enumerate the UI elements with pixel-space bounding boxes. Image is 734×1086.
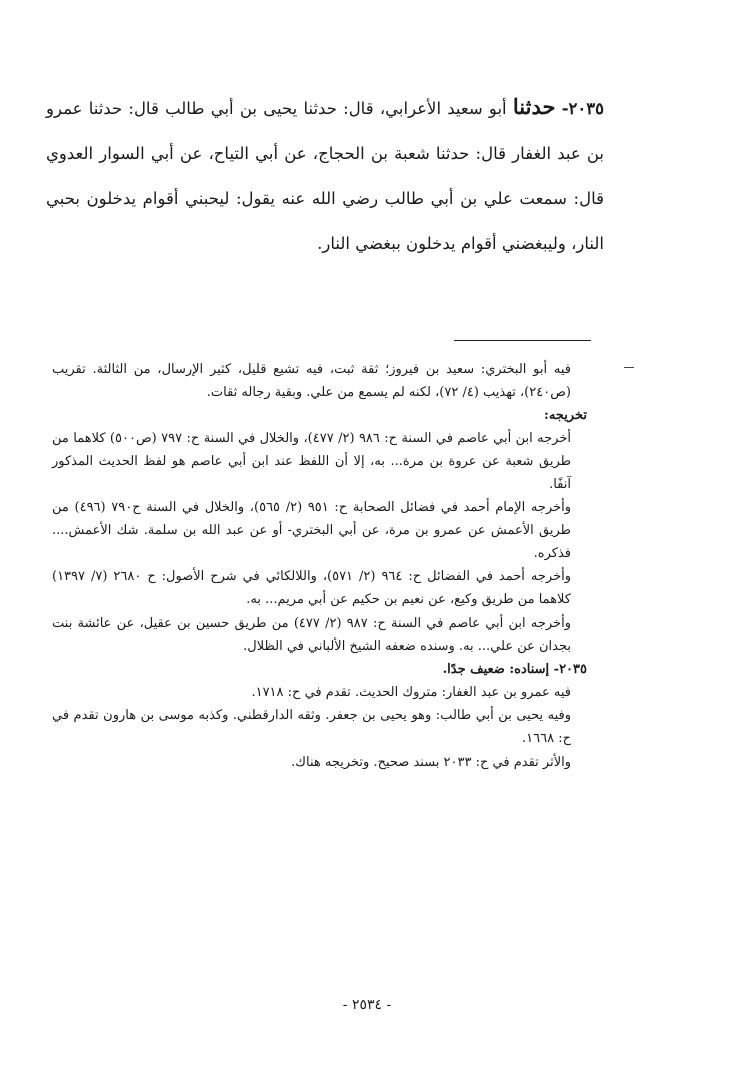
footnote-separator (454, 340, 591, 341)
page-number: - ٢٥٣٤ - (342, 997, 392, 1013)
margin-mark (624, 367, 634, 368)
narration-number: ٢٠٣٥- (561, 99, 604, 118)
footnotes (52, 358, 587, 774)
footnote-intro: فيه أبو البختري: سعيد بن فيروز؛ ثقة ثبت، فيه تشيع قليل، كثير الإرسال، من الثالثة. تقريب (ص٢٤٠)، تهذيب (٤/ ٧٢)، لكنه لم يسمع من علي. وبقية رجاله ثقات. (52, 362, 571, 400)
takhrij-heading: تخريجه: (544, 408, 587, 423)
isnad-paragraph: فيه عمرو بن عبد الغفار: متروك الحديث. تقدم في ح: ١٧١٨. (251, 685, 571, 700)
takhrij-paragraph: وأخرجه أحمد في الفضائل ح: ٩٦٤ (٢/ ٥٧١)، واللالكائي في شرح الأصول: ح ٢٦٨٠ (٧/ ١٣٩٧) كلاهما من طريق وكيع، عن نعيم بن حكيم عن أبي مريم... به. (52, 569, 571, 607)
main-narration (46, 84, 604, 266)
isnad-heading: ٢٠٣٥- إسناده: ضعيف جدًا. (442, 662, 587, 677)
takhrij-paragraph: أخرجه ابن أبي عاصم في السنة ح: ٩٨٦ (٢/ ٤٧٧)، والخلال في السنة ح: ٧٩٧ (ص٥٠٠) كلاهما من طريق شعبة عن عروة بن مرة... به، إلا أن اللفظ عند ابن أبي عاصم هو لفظ الحديث المذكور آنفًا. (52, 431, 571, 492)
takhrij-paragraph: وأخرجه الإمام أحمد في فضائل الصحابة ح: ٩٥١ (٢/ ٥٦٥)، والخلال في السنة ح٧٩٠ (٤٩٦) من طريق الأعمش عن عمرو بن مرة، عن أبي البختري- أو عن عبد الله بن سلمة. شك الأعمش.... فذكره. (52, 500, 571, 561)
isnad-paragraph: والأثر تقدم في ح: ٢٠٣٣ بسند صحيح. وتخريجه هناك. (291, 755, 571, 770)
isnad-paragraph: وفيه يحيى بن أبي طالب: وهو يحيى بن جعفر. وثقه الدارقطني. وكذبه موسى بن هارون تقدم في ح: ١٦٦٨. (52, 708, 571, 746)
takhrij-paragraph: وأخرجه ابن أبي عاصم في السنة ح: ٩٨٧ (٢/ ٤٧٧) من طريق حسين بن عقيل، عن عائشة بنت بجدان عن علي... به. وسنده ضعفه الشيخ الألباني في الظلال. (52, 616, 571, 654)
narration-text: أبو سعيد الأعرابي، قال: حدثنا يحيى بن أبي طالب قال: حدثنا عمرو بن عبد الغفار قال: حدثنا شعبة بن الحجاج، عن أبي التياح، عن أبي السوار العدوي قال: سمعت علي بن أبي طالب رضي الله عنه يقول: ليحبني أقوام يدخلون بحبي النار، وليبغضني أقوام يدخلون ببغضي النار. (46, 99, 604, 253)
haddathana-heading: حدثنا (512, 94, 556, 119)
